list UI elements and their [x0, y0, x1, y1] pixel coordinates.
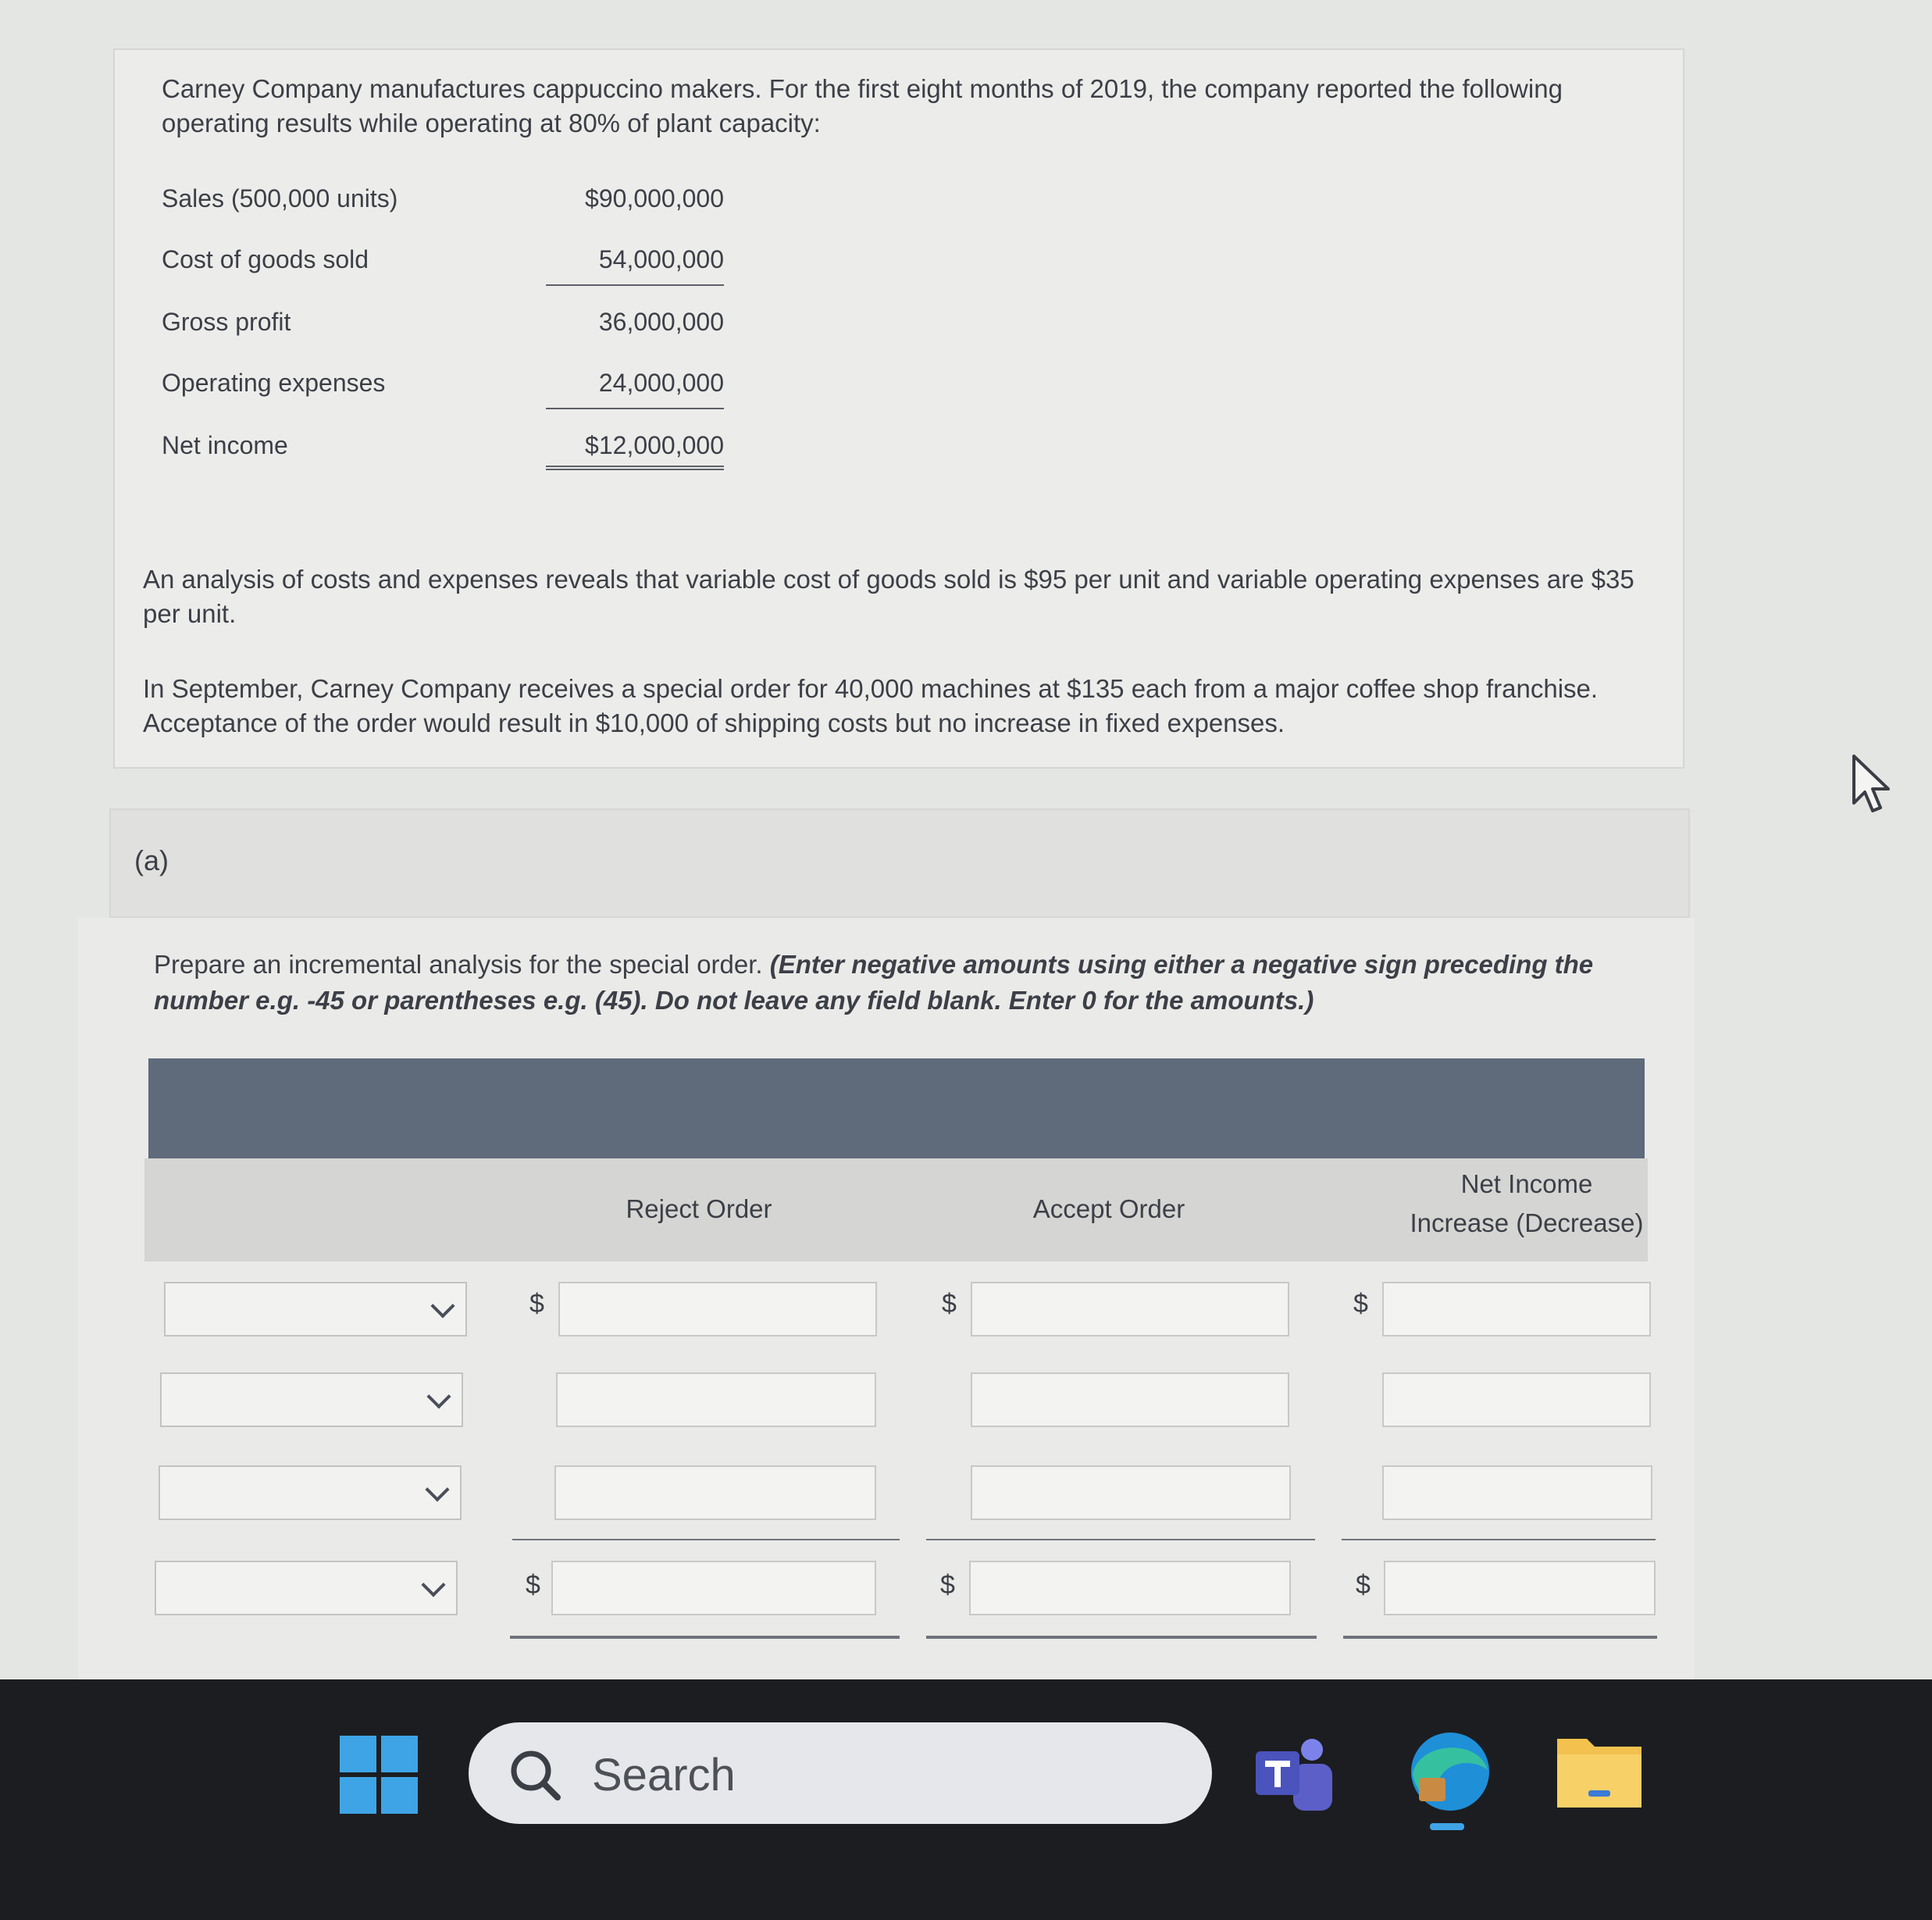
row-2-reject-input[interactable]	[556, 1372, 876, 1427]
row-1-accept-input[interactable]	[971, 1282, 1289, 1337]
total-rule-reject	[510, 1636, 900, 1639]
cost-analysis-text: An analysis of costs and expenses reveals that variable cost of goods sold is $95 per unit and variable operating expenses are $35 per unit.	[143, 565, 1634, 628]
windows-start-icon[interactable]	[340, 1736, 418, 1814]
windows-logo-tile	[381, 1777, 418, 1814]
row-3-net-input[interactable]	[1382, 1465, 1652, 1520]
subtotal-rule-net	[1342, 1539, 1656, 1540]
subtotal-rule-accept	[926, 1539, 1315, 1540]
statement-label: Sales (500,000 units)	[162, 184, 398, 212]
column-header-net-income	[1410, 1165, 1644, 1243]
single-underline	[546, 284, 724, 286]
currency-symbol: $	[1356, 1570, 1371, 1600]
statement-label: Gross profit	[162, 308, 291, 336]
row-1-item-select[interactable]	[164, 1282, 467, 1337]
row-2-net-input[interactable]	[1382, 1372, 1651, 1427]
search-label: Search	[592, 1750, 736, 1800]
row-4-accept-input[interactable]	[969, 1561, 1291, 1615]
currency-symbol: $	[942, 1289, 957, 1319]
row-4-reject-input[interactable]	[551, 1561, 876, 1615]
statement-row-sales	[162, 184, 724, 231]
part-a-instructions	[154, 947, 1653, 1019]
double-underline	[546, 466, 724, 470]
row-4-item-select[interactable]	[155, 1561, 458, 1615]
statement-value: 36,000,000	[598, 308, 724, 336]
row-4-net-input[interactable]	[1384, 1561, 1656, 1615]
statement-label: Net income	[162, 431, 288, 459]
statement-value: 24,000,000	[598, 369, 724, 397]
row-1-reject-input[interactable]	[558, 1282, 877, 1337]
row-3-reject-input[interactable]	[554, 1465, 876, 1520]
row-3-accept-input[interactable]	[971, 1465, 1291, 1520]
currency-symbol: $	[526, 1570, 540, 1600]
single-underline	[546, 408, 724, 409]
problem-card	[113, 48, 1684, 769]
table-title-banner	[148, 1058, 1645, 1158]
teams-icon[interactable]	[1249, 1733, 1343, 1818]
instruction-emphasis: (Enter negative amounts using either a negative sign preceding the number e.g. -45 or parentheses e.g. (45). Do not leave any field blank. Enter 0 for the amounts.)	[154, 950, 1594, 1015]
edge-icon[interactable]	[1402, 1726, 1495, 1836]
column-header-accept-order: Accept Order	[1032, 1194, 1185, 1223]
currency-symbol: $	[529, 1289, 544, 1319]
windows-logo-tile	[340, 1777, 376, 1814]
statement-row-cogs	[162, 245, 724, 292]
statement-value: $90,000,000	[585, 184, 724, 212]
total-rule-accept	[926, 1636, 1317, 1639]
row-3-item-select[interactable]	[159, 1465, 462, 1520]
taskbar-search-bar[interactable]	[469, 1722, 1212, 1824]
file-explorer-icon[interactable]	[1554, 1733, 1645, 1811]
chevron-down-icon	[421, 1572, 445, 1597]
mouse-cursor-icon	[1851, 753, 1898, 819]
currency-symbol: $	[1353, 1289, 1368, 1319]
instruction-text: Prepare an incremental analysis for the special order.	[154, 950, 770, 979]
windows-logo-tile	[340, 1736, 376, 1772]
chevron-down-icon	[425, 1477, 449, 1501]
total-rule-net	[1343, 1636, 1657, 1639]
statement-label: Cost of goods sold	[162, 245, 369, 273]
row-1-net-input[interactable]	[1382, 1282, 1651, 1337]
search-icon	[506, 1746, 565, 1805]
problem-intro: Carney Company manufactures cappuccino makers. For the first eight months of 2019, the company reported the following operating results while operating at 80% of plant capacity:	[162, 74, 1563, 137]
part-a-label: (a)	[134, 844, 169, 876]
statement-value: 54,000,000	[598, 245, 724, 273]
statement-row-net-income	[162, 431, 724, 478]
statement-row-gross-profit	[162, 308, 724, 355]
special-order-text: In September, Carney Company receives a special order for 40,000 machines at $135 each from a major coffee shop franchise. Acceptance of the order would result in $10,000 of shipping costs but no increase in fixed expenses.	[143, 674, 1599, 737]
column-header-net-income-line1: Net Income	[1460, 1169, 1593, 1198]
subtotal-rule-reject	[512, 1539, 900, 1540]
chevron-down-icon	[430, 1294, 454, 1318]
table-header	[144, 1158, 1648, 1262]
column-header-net-income-line2: Increase (Decrease)	[1410, 1208, 1644, 1237]
row-2-item-select[interactable]	[160, 1372, 463, 1427]
chevron-down-icon	[426, 1384, 451, 1408]
statement-label: Operating expenses	[162, 369, 386, 397]
part-a-header	[109, 808, 1690, 918]
windows-logo-tile	[381, 1736, 418, 1772]
statement-row-operating-expenses	[162, 369, 724, 416]
column-header-reject-order: Reject Order	[626, 1194, 772, 1223]
currency-symbol: $	[940, 1570, 955, 1600]
row-2-accept-input[interactable]	[971, 1372, 1289, 1427]
statement-value: $12,000,000	[585, 431, 724, 459]
